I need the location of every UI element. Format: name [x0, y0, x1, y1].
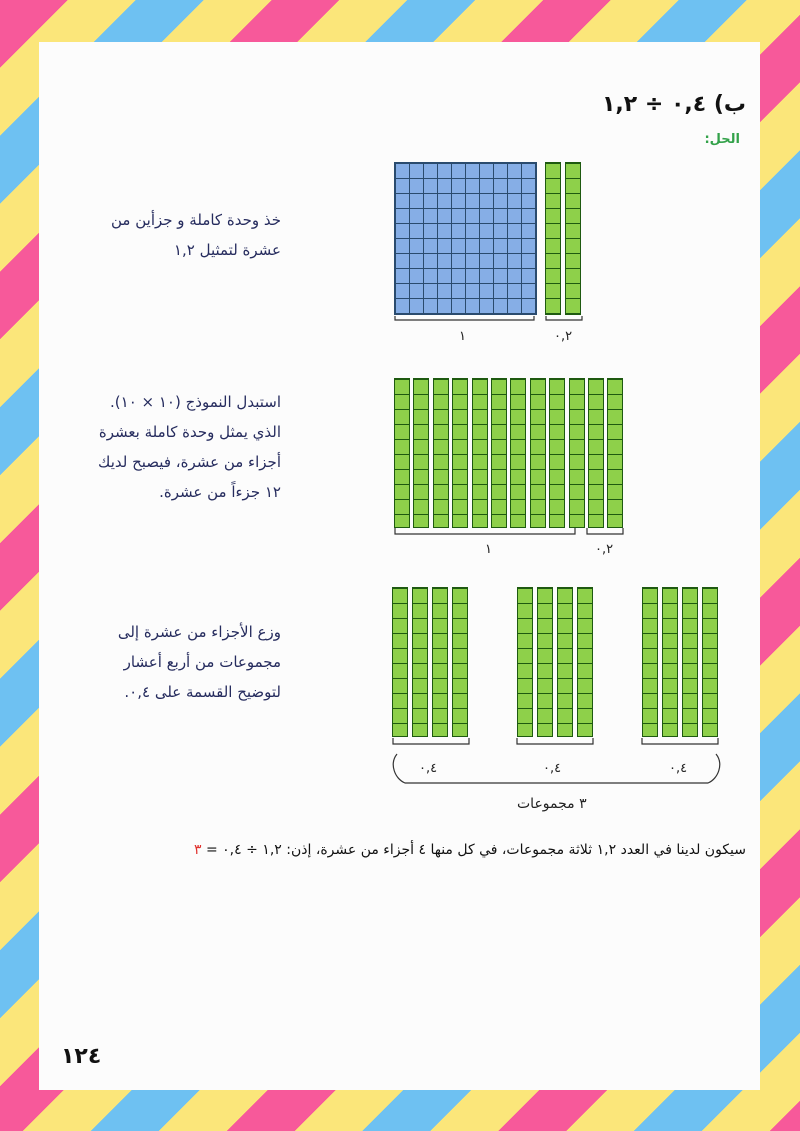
tenth-rod: [557, 587, 573, 737]
tenth-rod: [588, 378, 604, 528]
bracket-group-3: [642, 738, 718, 744]
tenth-rod: [510, 378, 526, 528]
step-3-line-1: وزع الأجزاء من عشرة إلى: [117, 623, 281, 641]
tenth-rod: [433, 378, 449, 528]
tenth-rod: [472, 378, 488, 528]
brackets-layer: [39, 42, 760, 1090]
tenth-rod: [392, 587, 408, 737]
step-1-line-2: عشرة لتمثيل ١,٢: [173, 241, 281, 259]
group-3-label: ٠,٤: [669, 761, 688, 776]
step-2-line-3: أجزاء من عشرة، فيصبح لديك: [98, 453, 281, 471]
conclusion-line: [194, 842, 746, 858]
tenth-rod: [607, 378, 623, 528]
tenth-rod: [517, 587, 533, 737]
step-1-line-1: خذ وحدة كاملة و جزأين من: [111, 211, 281, 229]
group-1-label: ٠,٤: [419, 761, 438, 776]
bracket-group-1: [393, 738, 469, 744]
step-2-line-1: استبدل النموذج (١٠ × ١٠).: [110, 393, 281, 411]
step-2-line-2: الذي يمثل وحدة كاملة بعشرة: [98, 423, 281, 441]
conclusion-text: سيكون لدينا في العدد ١,٢ ثلاثة مجموعات، في كل منها ٤ أجزاء من عشرة، إذن: ١,٢ ÷ ٠,٤ =: [201, 842, 746, 858]
page-number: ١٢٤: [61, 1044, 102, 1069]
bracket-group-2: [517, 738, 593, 744]
whole-label-1: ١: [459, 329, 466, 344]
step-3-text: [69, 617, 281, 707]
tenth-rod: [642, 587, 658, 737]
tenth-rod: [682, 587, 698, 737]
step-3-line-3: لتوضيح القسمة على ٠,٤.: [124, 683, 281, 701]
tenth-rod: [491, 378, 507, 528]
tenth-rod: [452, 378, 468, 528]
tenth-rod: [549, 378, 565, 528]
worksheet-page: [39, 42, 760, 1090]
tenths-label-1: ٠,٢: [554, 329, 573, 344]
tenth-rod: [530, 378, 546, 528]
step-3-line-2: مجموعات من أربع أعشار: [123, 653, 281, 671]
step-2-text: [69, 387, 281, 507]
tenth-rod: [577, 587, 593, 737]
tenths-label-2: ٠,٢: [595, 542, 614, 557]
tenth-rod: [432, 587, 448, 737]
solution-label: الحل:: [704, 132, 740, 147]
tenth-rod: [537, 587, 553, 737]
bracket-whole-1: [395, 316, 534, 320]
problem-expression: ٠,٤ ÷ ١,٢: [601, 92, 707, 117]
tenth-rod: [452, 587, 468, 737]
problem-label: ب): [713, 92, 746, 117]
bracket-whole-2: [395, 528, 575, 534]
tenth-rod: [412, 587, 428, 737]
conclusion-answer: ٣: [193, 842, 202, 858]
groups-count-label: ٣ مجموعات: [517, 796, 587, 812]
step-2-line-4: ١٢ جزءاً من عشرة.: [159, 483, 281, 501]
tenth-rod: [569, 378, 585, 528]
tenth-rod: [413, 378, 429, 528]
tenth-rod: [394, 378, 410, 528]
bracket-tenths-1: [546, 316, 582, 320]
bracket-tenths-2: [587, 528, 623, 534]
whole-label-2: ١: [485, 542, 492, 557]
tenth-rod: [662, 587, 678, 737]
group-2-label: ٠,٤: [543, 761, 562, 776]
tenth-rod: [702, 587, 718, 737]
